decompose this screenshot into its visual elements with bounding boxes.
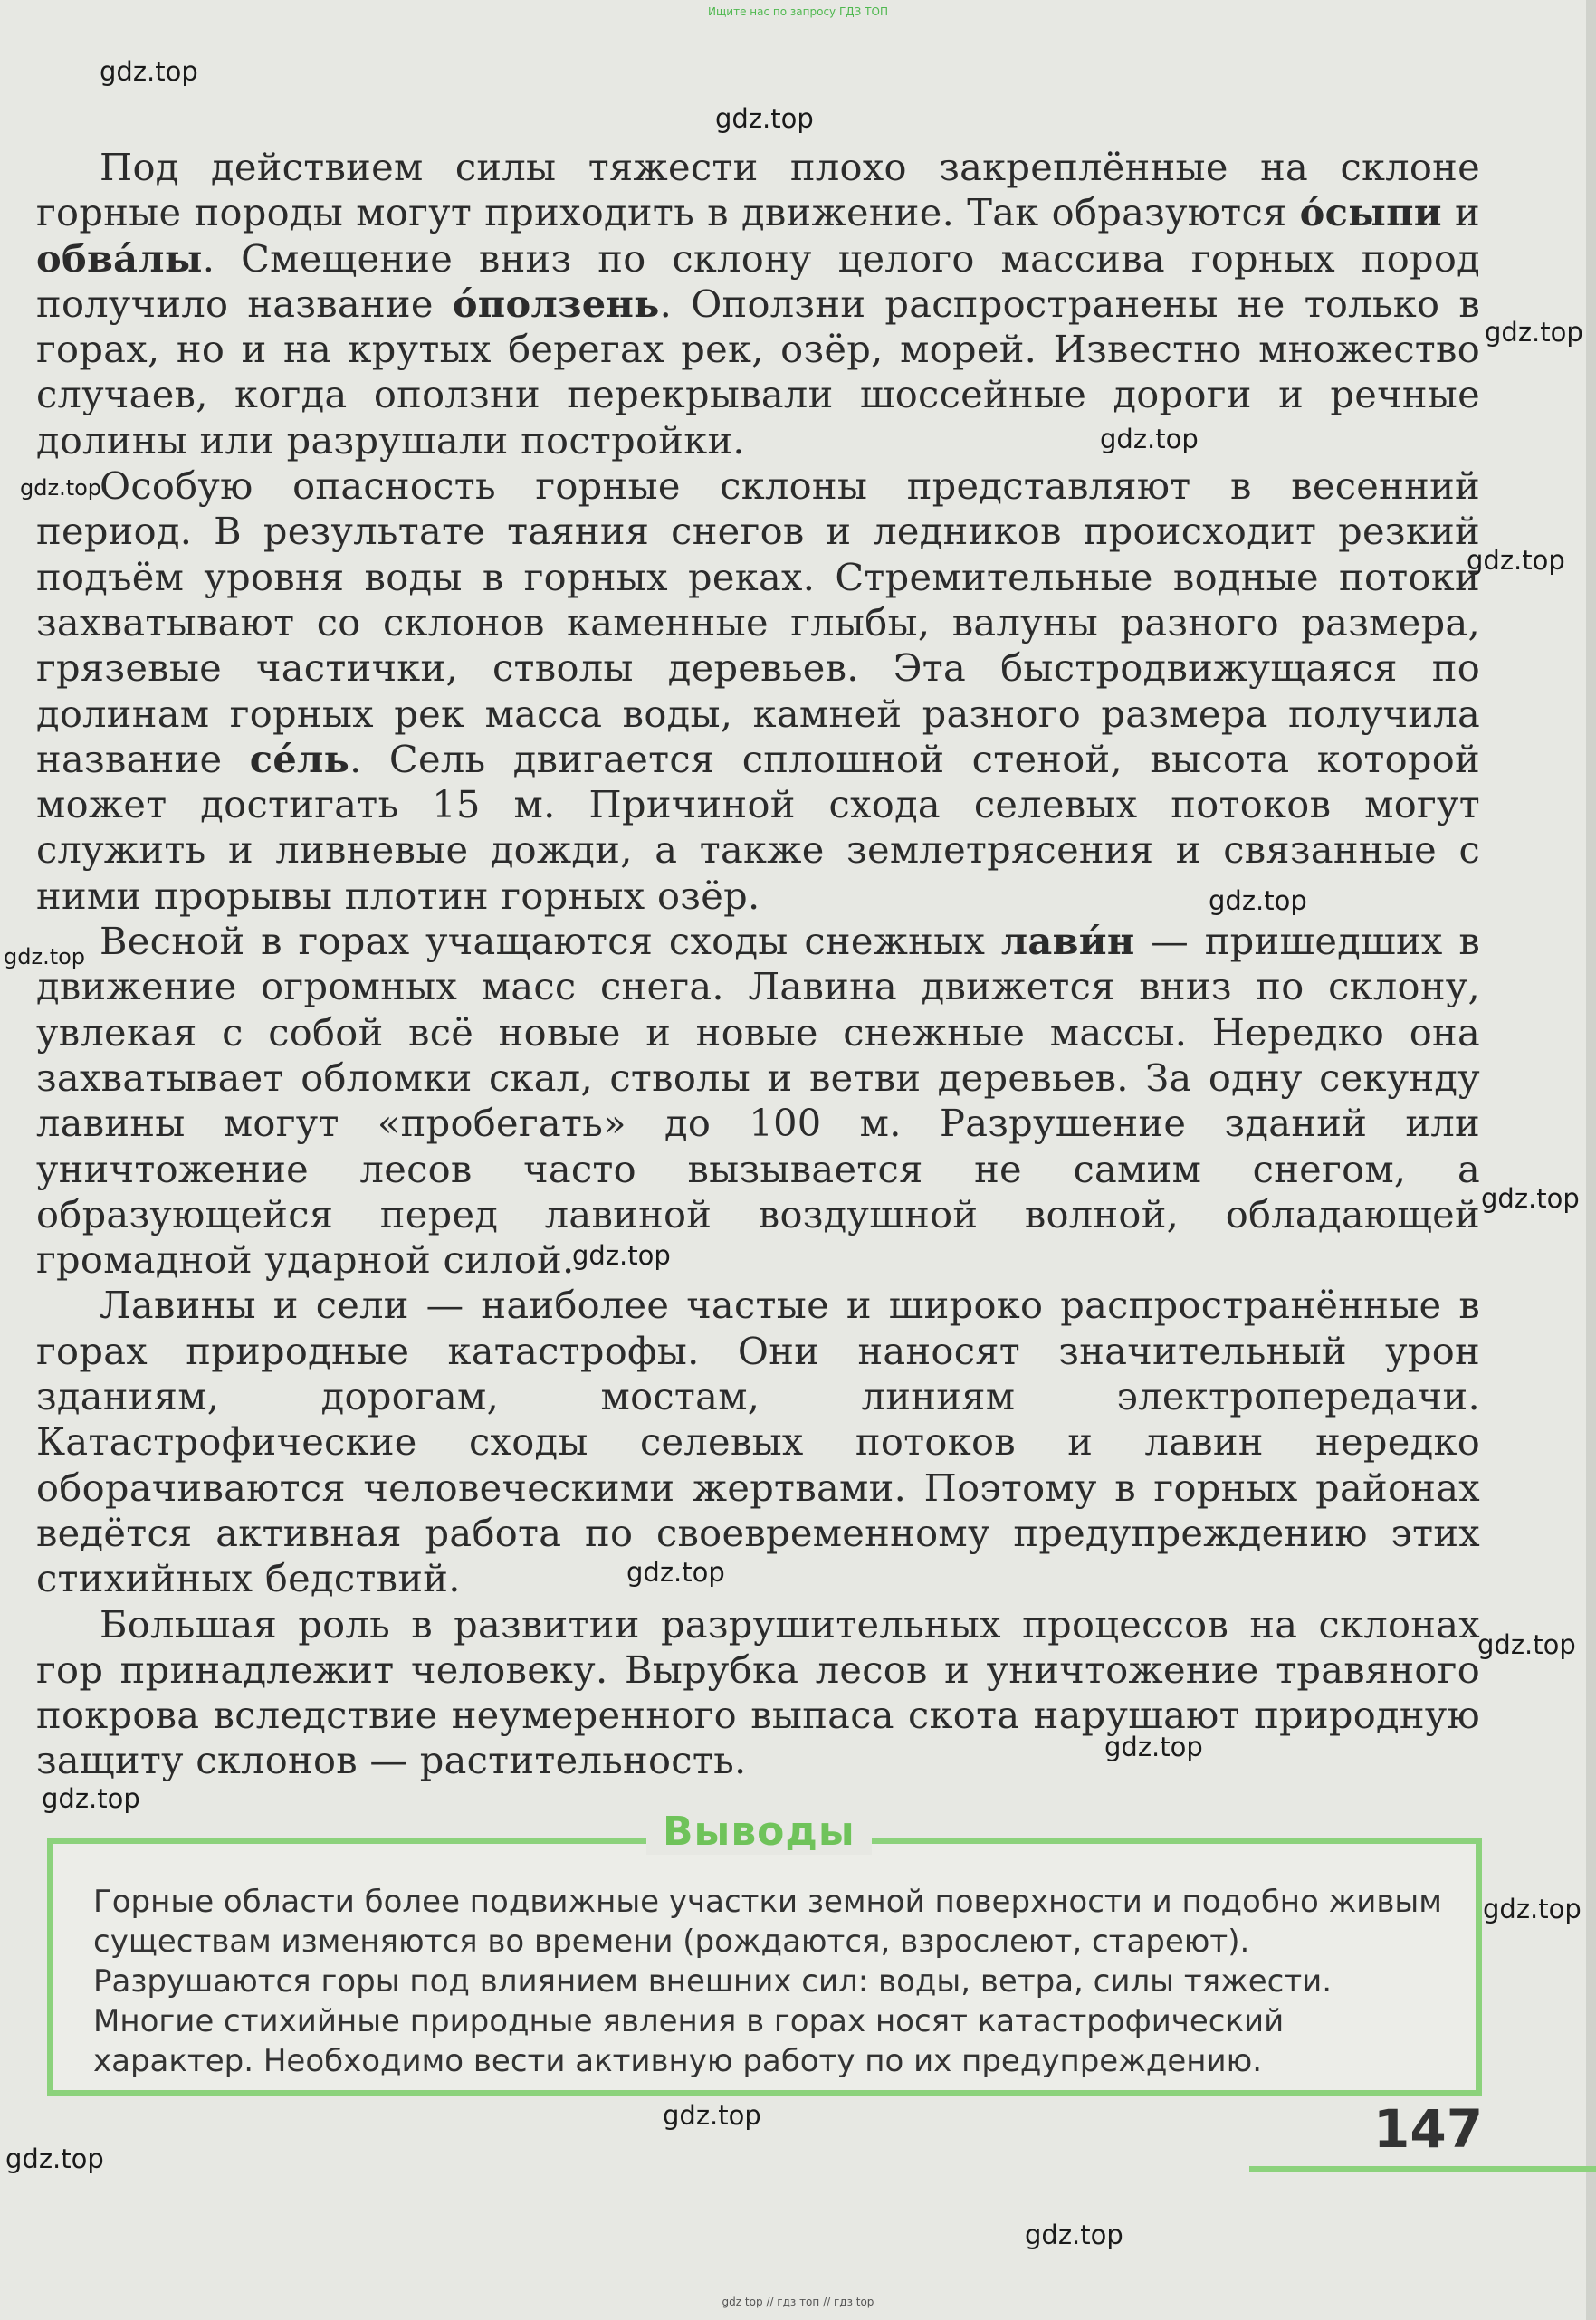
page-edge-shadow (1586, 0, 1596, 2320)
paragraph (36, 145, 1480, 463)
conclusion-box (47, 1838, 1482, 2096)
watermark: gdz.top (42, 1783, 140, 1814)
conclusion-text: Горные области более подвижные участки земной поверхности и подобно живым существам изменяются во времени (рождаются, взрослеют, стареют). Разрушаются горы под влиянием внешних сил: воды, ветра, силы тяжести. Многие стихийные природные явления в горах носят катастрофический характер. Необходимо вести активную работу по их предупреждению. (93, 1884, 1442, 2079)
text-run: и (1441, 190, 1481, 235)
body-text (36, 145, 1480, 1784)
paragraph (36, 919, 1480, 1283)
text-run: Под действием силы тяжести плохо закреплённые на склоне горные породы могут приходить в движение. Так образуются (36, 145, 1480, 235)
page-number: 147 (1373, 2098, 1484, 2160)
paragraph (36, 463, 1480, 919)
watermark: gdz.top (626, 1557, 725, 1588)
text-run: — пришедших в движение огромных масс снега. Лавина движется вниз по склону, увлекая с собой всё новые и новые снежные массы. Нередко она захватывает обломки скал, стволы и ветви деревьев. За одну секунду лавины могут «пробегать» до 100 м. Разрушение зданий или уничтожение лесов часто вызывается не самим снегом, а образующейся перед лавиной воздушной волной, обладающей громадной ударной силой. (36, 919, 1480, 1283)
watermark: gdz.top (1467, 545, 1565, 576)
watermark: gdz.top (715, 103, 814, 134)
top-banner: Ищите нас по запросу ГДЗ ТОП (708, 5, 888, 18)
text-run: . Оползни распространены не только в горах, но и на крутых берегах рек, озёр, морей. Известно множество случаев, когда оползни перекрывали шоссейные дороги и речные долины или разрушали постройки. (36, 281, 1480, 463)
term-sel: се́ль (249, 736, 350, 781)
term-osypi: о́сыпи (1299, 190, 1442, 235)
term-lavina: лави́н (1000, 919, 1135, 964)
watermark: gdz.top (4, 944, 86, 969)
text-run: . Сель двигается сплошной стеной, высота которой может достигать 15 м. Причиной схода селевых потоков могут служить и ливневые дожди, а также землетрясения и связанные с ними прорывы плотин горных озёр. (36, 736, 1480, 918)
watermark: gdz.top (572, 1240, 671, 1271)
watermark: gdz.top (663, 2100, 761, 2131)
watermark: gdz.top (1209, 885, 1307, 916)
text-run: Большая роль в развитии разрушительных процессов на склонах гор принадлежит человеку. Вырубка лесов и уничтожение травяного покрова вследствие неумеренного выпаса скота нарушают природную защиту склонов — растительность. (36, 1601, 1480, 1783)
conclusion-title: Выводы (646, 1809, 872, 1855)
term-opolzen: о́ползень (452, 281, 660, 326)
bottom-banner: gdz top // гдз топ // гдз top (722, 2296, 874, 2308)
watermark: gdz.top (1485, 317, 1583, 348)
text-run: Особую опасность горные склоны представляют в весенний период. В результате таяния снегов и ледников происходит резкий подъём уровня воды в горных реках. Стремительные водные потоки захватывают со склонов каменные глыбы, валуны разного размера, грязевые частички, стволы деревьев. Эта быстродвижущаяся по долинам горных рек масса воды, камней разного размера получила название (36, 463, 1480, 781)
watermark: gdz.top (1100, 424, 1199, 454)
page-number-rule (1249, 2166, 1596, 2172)
term-obvaly: обва́лы (36, 235, 203, 281)
text-run: . Смещение вниз по склону целого массива горных пород получило название (36, 235, 1480, 326)
watermark: gdz.top (1477, 1629, 1576, 1660)
watermark: gdz.top (100, 56, 198, 87)
watermark: gdz.top (1104, 1732, 1203, 1762)
paragraph (36, 1283, 1480, 1601)
text-run: Лавины и сели — наиболее частые и широко распространённые в горах природные катастрофы. Они наносят значительный урон зданиям, дорогам, мостам, линиям электропередачи. Катастрофические сходы селевых потоков и лавин нередко оборачиваются человеческими жертвами. Поэтому в горных районах ведётся активная работа по своевременному предупреждению этих стихийных бедствий. (36, 1283, 1480, 1601)
watermark: gdz.top (5, 2143, 104, 2174)
watermark: gdz.top (1025, 2220, 1123, 2250)
watermark: gdz.top (20, 475, 102, 501)
watermark: gdz.top (1481, 1183, 1580, 1214)
watermark: gdz.top (1483, 1894, 1582, 1924)
paragraph (36, 1602, 1480, 1784)
text-run: Весной в горах учащаются сходы снежных (100, 919, 1001, 964)
